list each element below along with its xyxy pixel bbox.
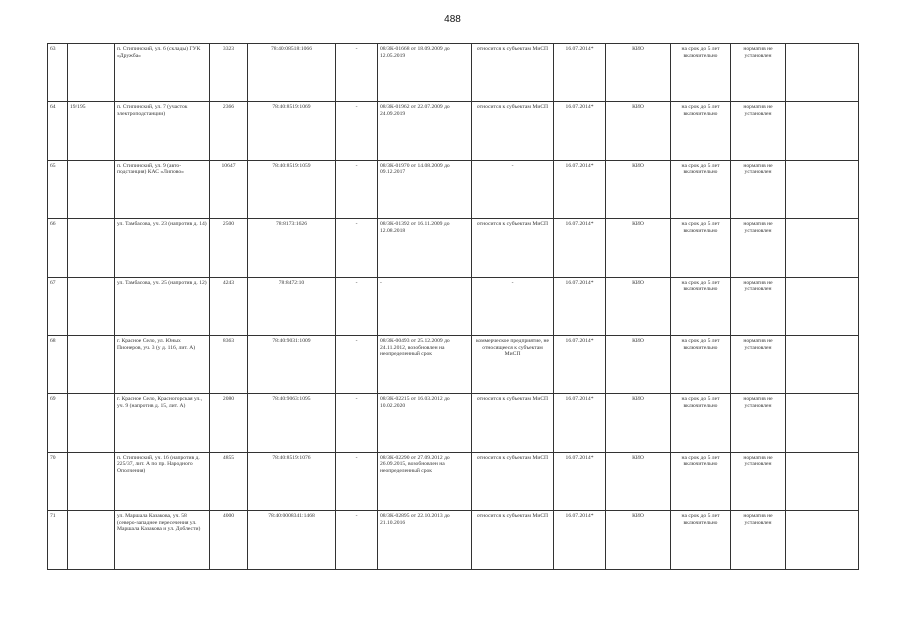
cell-inclusion-date: 16.07.2014* [554, 277, 606, 335]
cell-inclusion-date: 16.07.2014* [554, 452, 606, 510]
cell-tenant-status: относится к субъектам МиСП [472, 219, 554, 277]
cell-cadastral-number: 78:40:9063:1095 [248, 394, 336, 452]
cell-cadastral-number: 78:40:8519:1069 [248, 102, 336, 160]
cell-area: 4000 [210, 511, 248, 569]
cell-area: 2080 [210, 394, 248, 452]
cell-notes [786, 394, 859, 452]
cell-lease-term: на срок до 5 лет включительно [671, 44, 731, 102]
cell-registration-number [68, 511, 115, 569]
cell-authority: КИО [606, 44, 671, 102]
cell-cadastral-number: 78:40:0008341:1468 [248, 511, 336, 569]
cell-area: 3323 [210, 44, 248, 102]
cell-address: ул. Маршала Казакова, уч. 58 (северо-западнее пересечения ул. Маршала Казакова и ул. Доблести) [115, 511, 210, 569]
cell-registration-number [68, 394, 115, 452]
cell-address: г. Красное Село, Красногорская ул., уч. 9 (напротив д. 15, лит. А) [115, 394, 210, 452]
cell-notes [786, 277, 859, 335]
cell-row-number: 69 [48, 394, 68, 452]
table-body [48, 44, 859, 570]
cell-encumbrance: - [336, 394, 378, 452]
cell-area: 4243 [210, 277, 248, 335]
cell-standard: норматив не установлен [731, 511, 786, 569]
cell-encumbrance: - [336, 511, 378, 569]
cell-encumbrance: - [336, 102, 378, 160]
cell-address: п. Стипинский, ул. 6 (склады) ГУК «Дружба» [115, 44, 210, 102]
cell-standard: норматив не установлен [731, 277, 786, 335]
cell-notes [786, 335, 859, 393]
cell-lease-agreement: 08/ЗК-01962 от 22.07.2009 до 24.09.2019 [378, 102, 472, 160]
cell-address: г. Красное Село, ул. Юных Пионеров, уч. 3 (у д. 116, лит. А) [115, 335, 210, 393]
cell-lease-term: на срок до 5 лет включительно [671, 452, 731, 510]
cell-notes [786, 102, 859, 160]
cell-notes [786, 511, 859, 569]
cell-address: п. Стипинский, ул. 9 (авто-подстанция) КАС «Липово» [115, 160, 210, 218]
cell-standard: норматив не установлен [731, 44, 786, 102]
cell-authority: КИО [606, 394, 671, 452]
cell-row-number: 68 [48, 335, 68, 393]
cell-area: 2500 [210, 219, 248, 277]
cell-standard: норматив не установлен [731, 335, 786, 393]
cell-address: п. Стипинский, уч. 16 (напротив д. 225/37, лит. А по пр. Народного Ополчения) [115, 452, 210, 510]
page-number: 488 [444, 14, 461, 25]
cell-inclusion-date: 16.07.2014* [554, 335, 606, 393]
cell-area: 8363 [210, 335, 248, 393]
table-row [48, 102, 859, 160]
cell-lease-agreement: 08/ЗК-01668 от 18.09.2009 до 12.05.2019 [378, 44, 472, 102]
cell-standard: норматив не установлен [731, 102, 786, 160]
cell-inclusion-date: 16.07.2014* [554, 394, 606, 452]
cell-lease-agreement: 08/ЗК-02215 от 16.03.2012 до 10.02.2020 [378, 394, 472, 452]
cell-authority: КИО [606, 277, 671, 335]
cell-lease-agreement: 08/ЗК-01392 от 16.11.2009 до 12.08.2018 [378, 219, 472, 277]
cell-lease-agreement: 08/ЗК-02290 от 27.09.2012 до 26.09.2015, возобновлен на неопределенный срок [378, 452, 472, 510]
cell-cadastral-number: 78:8472:10 [248, 277, 336, 335]
cell-area: 10647 [210, 160, 248, 218]
cell-cadastral-number: 78:8173:1626 [248, 219, 336, 277]
cell-tenant-status: относится к субъектам МиСП [472, 511, 554, 569]
cell-notes [786, 219, 859, 277]
cell-row-number: 67 [48, 277, 68, 335]
cell-inclusion-date: 16.07.2014* [554, 44, 606, 102]
cell-lease-term: на срок до 5 лет включительно [671, 102, 731, 160]
cell-encumbrance: - [336, 452, 378, 510]
table-row [48, 394, 859, 452]
cell-cadastral-number: 78:40:08518:1066 [248, 44, 336, 102]
cell-cadastral-number: 78:40:8519:1076 [248, 452, 336, 510]
cell-tenant-status: - [472, 277, 554, 335]
cell-notes [786, 452, 859, 510]
cell-lease-term: на срок до 5 лет включительно [671, 394, 731, 452]
cell-standard: норматив не установлен [731, 219, 786, 277]
cell-standard: норматив не установлен [731, 394, 786, 452]
cell-standard: норматив не установлен [731, 452, 786, 510]
cell-lease-agreement: 08/ЗК-02895 от 22.10.2013 до 21.10.2016 [378, 511, 472, 569]
cell-tenant-status: относится к субъектам МиСП [472, 44, 554, 102]
cell-tenant-status: относится к субъектам МиСП [472, 102, 554, 160]
cell-row-number: 71 [48, 511, 68, 569]
cell-row-number: 65 [48, 160, 68, 218]
cell-tenant-status: - [472, 160, 554, 218]
cell-encumbrance: - [336, 219, 378, 277]
cell-inclusion-date: 16.07.2014* [554, 160, 606, 218]
cell-lease-agreement: 08/ЗК-00493 от 25.12.2009 до 24.11.2012, возобновлен на неопределенный срок [378, 335, 472, 393]
table-row [48, 277, 859, 335]
cell-lease-agreement: - [378, 277, 472, 335]
cell-row-number: 63 [48, 44, 68, 102]
land-plot-register-table [47, 43, 859, 570]
cell-registration-number [68, 335, 115, 393]
cell-registration-number [68, 44, 115, 102]
cell-lease-term: на срок до 5 лет включительно [671, 335, 731, 393]
table-row [48, 44, 859, 102]
cell-inclusion-date: 16.07.2014* [554, 511, 606, 569]
table-row [48, 219, 859, 277]
cell-encumbrance: - [336, 160, 378, 218]
cell-authority: КИО [606, 511, 671, 569]
cell-area: 4855 [210, 452, 248, 510]
cell-notes [786, 160, 859, 218]
cell-inclusion-date: 16.07.2014* [554, 102, 606, 160]
cell-address: ул. Тамбасова, уч. 23 (напротив д. 14) [115, 219, 210, 277]
cell-registration-number: 19/195 [68, 102, 115, 160]
cell-lease-term: на срок до 5 лет включительно [671, 219, 731, 277]
cell-lease-term: на срок до 5 лет включительно [671, 160, 731, 218]
cell-inclusion-date: 16.07.2014* [554, 219, 606, 277]
cell-encumbrance: - [336, 335, 378, 393]
cell-address: п. Стипинский, ул. 7 (участок электроподстанции) [115, 102, 210, 160]
cell-standard: норматив не установлен [731, 160, 786, 218]
cell-registration-number [68, 452, 115, 510]
cell-row-number: 64 [48, 102, 68, 160]
cell-tenant-status: относится к субъектам МиСП [472, 452, 554, 510]
cell-tenant-status: относится к субъектам МиСП [472, 394, 554, 452]
cell-notes [786, 44, 859, 102]
cell-encumbrance: - [336, 277, 378, 335]
cell-registration-number [68, 219, 115, 277]
cell-lease-agreement: 08/ЗК-01970 от 14.08.2009 до 09.12.2017 [378, 160, 472, 218]
cell-lease-term: на срок до 5 лет включительно [671, 277, 731, 335]
table-row [48, 452, 859, 510]
table-row [48, 511, 859, 569]
cell-cadastral-number: 78:40:8519:1059 [248, 160, 336, 218]
cell-area: 2366 [210, 102, 248, 160]
cell-authority: КИО [606, 335, 671, 393]
table-row [48, 160, 859, 218]
cell-encumbrance: - [336, 44, 378, 102]
cell-cadastral-number: 78:40:9031:1009 [248, 335, 336, 393]
cell-registration-number [68, 160, 115, 218]
cell-address: ул. Тамбасова, уч. 25 (напротив д. 12) [115, 277, 210, 335]
cell-registration-number [68, 277, 115, 335]
cell-tenant-status: коммерческое предприятие, не относящееся к субъектам МиСП [472, 335, 554, 393]
cell-lease-term: на срок до 5 лет включительно [671, 511, 731, 569]
cell-row-number: 66 [48, 219, 68, 277]
table-row [48, 335, 859, 393]
cell-authority: КИО [606, 452, 671, 510]
cell-authority: КИО [606, 219, 671, 277]
cell-row-number: 70 [48, 452, 68, 510]
cell-authority: КИО [606, 102, 671, 160]
cell-authority: КИО [606, 160, 671, 218]
